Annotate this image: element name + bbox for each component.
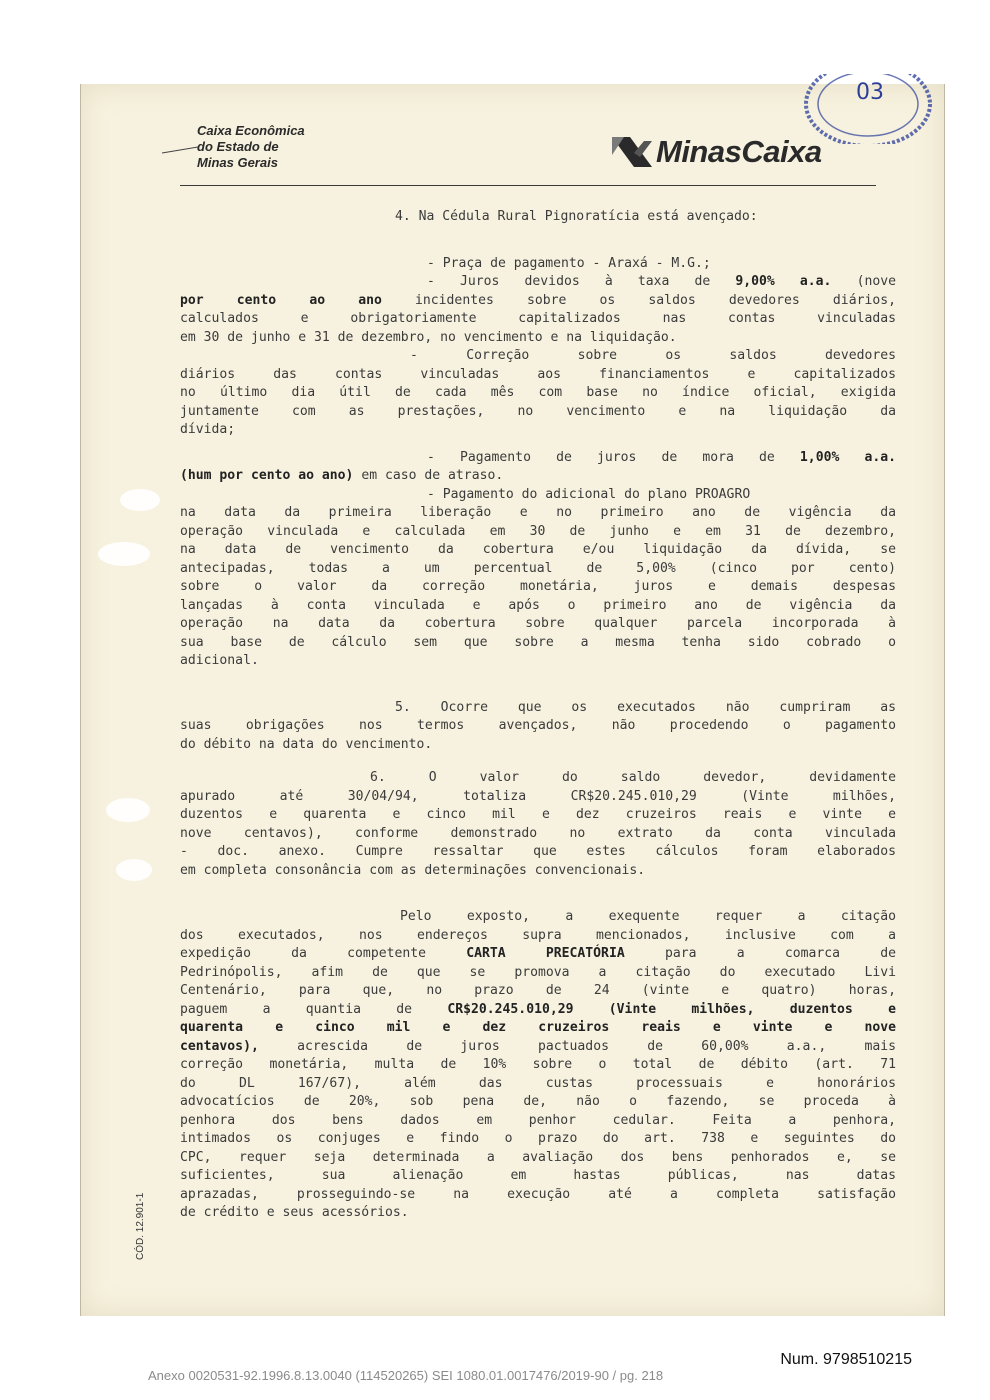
p4-proagro-line10: adicional. — [180, 653, 259, 668]
p4-proagro-line8: operação na data da cobertura sobre qualquer parcela incorporada à — [180, 616, 896, 631]
p4-corr-line2: diários das contas vinculadas aos financiamentos e capitalizados — [180, 366, 896, 382]
p4-corr-line3: no último dia útil de cada mês com base no índice oficial, exigida — [180, 385, 896, 400]
page-edge-left — [80, 84, 81, 1316]
p7-line16: aprazadas, prosseguindo-se na execução até a completa satisfação — [180, 1186, 896, 1202]
p4-juros-line3: calculados e obrigatoriamente capitalizados nas contas vinculadas — [180, 311, 896, 326]
p7-line5: Centenário, para que, no prazo de 24 (vinte e quatro) horas, — [180, 983, 896, 998]
stamp-number: 03 — [856, 80, 884, 105]
p7-line3: expedição da competente CARTA PRECATÓRIA para a comarca de — [180, 946, 896, 961]
p7-line9: correção monetária, multa de 10% sobre o total de débito (art. 71 — [180, 1057, 896, 1072]
p7-line17: de crédito e seus acessórios. — [180, 1205, 409, 1220]
form-code: CÓD. 12.901-1 — [135, 1192, 146, 1260]
p7-line2: dos executados, nos endereços supra mencionados, inclusive com a — [180, 927, 896, 943]
p4-title: 4. Na Cédula Rural Pignoratícia está avençado: — [395, 209, 758, 224]
p7-line8: centavos), acrescida de juros pactuados de 60,00% a.a., mais — [180, 1038, 896, 1054]
p4-proagro-line3: operação vinculada e calculada em 30 de junho e em 31 de dezembro, — [180, 523, 896, 539]
p4-proagro-line1: - Pagamento do adicional do plano PROAGRO — [427, 486, 751, 502]
p4-proagro-line4: na data de vencimento da cobertura e/ou liquidação da dívida, se — [180, 542, 896, 557]
p5-line1: 5. Ocorre que os executados não cumpriram as — [395, 699, 896, 715]
p6-line6: em completa consonância com as determinações convencionais. — [180, 862, 646, 878]
p7-line10: do DL 167/67), além das custas processuais e honorários — [180, 1075, 896, 1091]
p4-mora-line2: (hum por cento ao ano) em caso de atraso. — [180, 468, 504, 483]
p4-mora-line1: - Pagamento de juros de mora de 1,00% a.a. — [427, 449, 896, 465]
p4-corr-line5: dívida; — [180, 422, 236, 437]
p4-proagro-line9: sua base de cálculo sem que sobre a mesma tenha sido cobrado o — [180, 634, 896, 650]
p7-line12: penhora dos bens dados em penhor cedular. Feita a penhora, — [180, 1112, 896, 1128]
minascaixa-logo-icon — [610, 133, 654, 171]
p4-juros-line4: em 30 de junho e 31 de dezembro, no vencimento e na liquidação. — [180, 329, 677, 345]
page-edge-right — [944, 84, 945, 1316]
p7-line6: paguem a quantia de CR$20.245.010,29 (Vinte milhões, duzentos e — [180, 1001, 897, 1017]
p4-corr-line4: juntamente com as prestações, no vencimento e na liquidação da — [180, 403, 896, 419]
punch-holes — [88, 480, 188, 900]
p4-proagro-line7: lançadas à conta vinculada e após o primeiro ano de vigência da — [180, 597, 896, 613]
p6-line5: - doc. anexo. Cumpre ressaltar que estes cálculos foram elaborados — [180, 844, 896, 859]
p4-juros-line1: - Juros devidos à taxa de 9,00% a.a. (nove — [427, 274, 896, 289]
document-number: Num. 9798510215 — [780, 1351, 912, 1368]
p7-line14: CPC, requer seja determinada a avaliação dos bens penhorados e, se — [180, 1149, 896, 1165]
p6-line3: duzentos e quarenta e cinco mil e dez cruzeiros reais e vinte e — [180, 807, 896, 822]
pen-stroke — [160, 143, 200, 157]
p5-line3: do débito na data do vencimento. — [180, 736, 433, 752]
p4-juros-line2: por cento ao ano incidentes sobre os saldos devedores diários, — [180, 292, 896, 308]
p7-line15: suficientes, sua alienação em hastas públicas, nas datas — [180, 1168, 896, 1183]
p6-line1: 6. O valor do saldo devedor, devidamente — [370, 770, 896, 785]
p7-line1: Pelo exposto, a exequente requer a citação — [400, 909, 896, 924]
bank-name: Caixa Econômica do Estado de Minas Gerais — [197, 123, 305, 170]
logo-text: MinasCaixa — [656, 134, 822, 169]
p7-line4: Pedrinópolis, afim de que se promova a citação do executado Livi — [180, 964, 896, 980]
header-rule — [180, 185, 876, 186]
p4-proagro-line2: na data da primeira liberação e no primeiro ano de vigência da — [180, 505, 896, 520]
p6-line2: apurado até 30/04/94, totaliza CR$20.245.010,29 (Vinte milhões, — [180, 788, 896, 804]
p6-line4: nove centavos), conforme demonstrado no extrato da conta vinculada — [180, 825, 896, 841]
p4-praca: - Praça de pagamento - Araxá - M.G.; — [427, 255, 711, 271]
p7-line7: quarenta e cinco mil e dez cruzeiros reais e vinte e nove — [180, 1020, 896, 1035]
p7-line13: intimados os conjuges e findo o prazo do art. 738 e seguintes do — [180, 1131, 896, 1146]
p4-proagro-line5: antecipadas, todas a um percentual de 5,00% (cinco por cento) — [180, 560, 896, 576]
p4-corr-line1: - Correção sobre os saldos devedores — [410, 348, 896, 363]
p5-line2: suas obrigações nos termos avençados, não procedendo o pagamento — [180, 718, 896, 733]
p4-proagro-line6: sobre o valor da correção monetária, juros e demais despesas — [180, 579, 896, 594]
document-body — [180, 208, 896, 1223]
annex-reference: Anexo 0020531-92.1996.8.13.0040 (114520265) SEI 1080.01.0017476/2019-90 / pg. 218 — [148, 1368, 664, 1383]
p7-line11: advocatícios de 20%, sob pena de, não o fazendo, se proceda à — [180, 1094, 896, 1109]
